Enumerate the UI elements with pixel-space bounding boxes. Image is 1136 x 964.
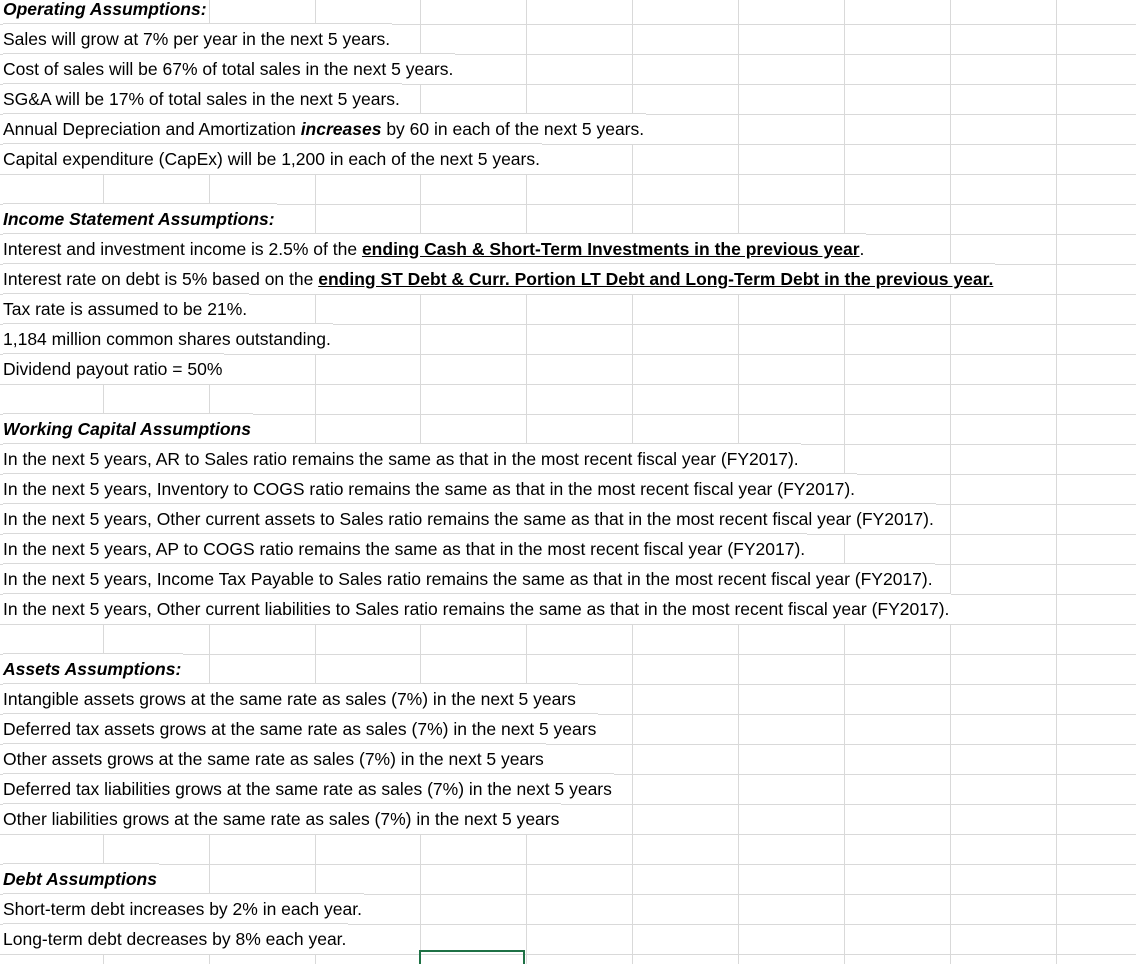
assets-heading: Assets Assumptions:	[3, 659, 182, 679]
debt-heading: Debt Assumptions	[3, 869, 157, 889]
deferred-tax-assets-cell[interactable]	[3, 714, 598, 744]
income-tax-payable-cell[interactable]	[3, 564, 935, 594]
capex-cell[interactable]	[3, 144, 542, 174]
sales-growth-text: Sales will grow at 7% per year in the next 5 years.	[3, 29, 391, 49]
depreciation-text-emphasis: increases	[300, 119, 382, 139]
depreciation-text-suffix: by 60 in each of the next 5 years.	[381, 119, 645, 139]
debt-heading-cell[interactable]	[3, 864, 159, 894]
sga-text: SG&A will be 17% of total sales in the next 5 years.	[3, 89, 400, 109]
debt-rate-cell[interactable]	[3, 264, 995, 294]
other-liabilities-text: Other liabilities grows at the same rate as sales (7%) in the next 5 years	[3, 809, 560, 829]
dividend-cell[interactable]	[3, 354, 224, 384]
other-liabilities-cell[interactable]	[3, 804, 561, 834]
other-assets-text: Other assets grows at the same rate as sales (7%) in the next 5 years	[3, 749, 544, 769]
ap-ratio-text: In the next 5 years, AP to COGS ratio remains the same as that in the most recent fiscal year (FY2017).	[3, 539, 806, 559]
income-heading-cell[interactable]	[3, 204, 277, 234]
operating-heading: Operating Assumptions:	[3, 0, 207, 19]
working-capital-heading-cell[interactable]	[3, 414, 253, 444]
short-term-debt-cell[interactable]	[3, 894, 364, 924]
row-divider	[0, 384, 1136, 385]
short-term-debt-text: Short-term debt increases by 2% in each year.	[3, 899, 362, 919]
intangible-assets-text: Intangible assets grows at the same rate as sales (7%) in the next 5 years	[3, 689, 576, 709]
depreciation-text-prefix: Annual Depreciation and Amortization	[3, 119, 301, 139]
row-divider	[0, 834, 1136, 835]
other-current-liabilities-cell[interactable]	[3, 594, 951, 624]
shares-text: 1,184 million common shares outstanding.	[3, 329, 331, 349]
interest-income-emphasis: ending Cash & Short-Term Investments in the previous year	[361, 239, 860, 259]
cost-of-sales-text: Cost of sales will be 67% of total sales in the next 5 years.	[3, 59, 454, 79]
row-divider	[0, 954, 1136, 955]
operating-heading-cell[interactable]	[3, 0, 209, 24]
row-divider	[0, 864, 1136, 865]
interest-income-prefix: Interest and investment income is 2.5% of the	[3, 239, 362, 259]
ar-ratio-cell[interactable]	[3, 444, 801, 474]
assets-heading-cell[interactable]	[3, 654, 183, 684]
dividend-text: Dividend payout ratio = 50%	[3, 359, 223, 379]
inventory-ratio-text: In the next 5 years, Inventory to COGS ratio remains the same as that in the most recent fiscal year (FY2017).	[3, 479, 856, 499]
debt-rate-emphasis: ending ST Debt & Curr. Portion LT Debt and Long-Term Debt in the previous year.	[318, 269, 994, 289]
other-current-assets-text: In the next 5 years, Other current assets to Sales ratio remains the same as that in the most recent fiscal year (FY2017).	[3, 509, 934, 529]
long-term-debt-text: Long-term debt decreases by 8% each year.	[3, 929, 347, 949]
sga-cell[interactable]	[3, 84, 402, 114]
income-heading: Income Statement Assumptions:	[3, 209, 275, 229]
depreciation-cell[interactable]	[3, 114, 646, 144]
sales-growth-cell[interactable]	[3, 24, 392, 54]
intangible-assets-cell[interactable]	[3, 684, 578, 714]
tax-rate-cell[interactable]	[3, 294, 249, 324]
inventory-ratio-cell[interactable]	[3, 474, 857, 504]
deferred-tax-liabilities-text: Deferred tax liabilities grows at the same rate as sales (7%) in the next 5 years	[3, 779, 612, 799]
long-term-debt-cell[interactable]	[3, 924, 348, 954]
ar-ratio-text: In the next 5 years, AR to Sales ratio remains the same as that in the most recent fiscal year (FY2017).	[3, 449, 799, 469]
tax-rate-text: Tax rate is assumed to be 21%.	[3, 299, 248, 319]
deferred-tax-assets-text: Deferred tax assets grows at the same rate as sales (7%) in the next 5 years	[3, 719, 597, 739]
interest-income-cell[interactable]	[3, 234, 866, 264]
active-cell-selection[interactable]	[419, 950, 525, 964]
working-capital-heading: Working Capital Assumptions	[3, 419, 251, 439]
ap-ratio-cell[interactable]	[3, 534, 807, 564]
other-current-liabilities-text: In the next 5 years, Other current liabilities to Sales ratio remains the same as that in the most recent fiscal year (FY2017).	[3, 599, 950, 619]
shares-cell[interactable]	[3, 324, 333, 354]
other-current-assets-cell[interactable]	[3, 504, 936, 534]
row-divider	[0, 174, 1136, 175]
row-divider	[0, 624, 1136, 625]
other-assets-cell[interactable]	[3, 744, 546, 774]
income-tax-payable-text: In the next 5 years, Income Tax Payable to Sales ratio remains the same as that in the most recent fiscal year (FY2017).	[3, 569, 933, 589]
cost-of-sales-cell[interactable]	[3, 54, 455, 84]
deferred-tax-liabilities-cell[interactable]	[3, 774, 614, 804]
interest-income-suffix: .	[859, 239, 865, 259]
capex-text: Capital expenditure (CapEx) will be 1,200 in each of the next 5 years.	[3, 149, 540, 169]
debt-rate-prefix: Interest rate on debt is 5% based on the	[3, 269, 319, 289]
